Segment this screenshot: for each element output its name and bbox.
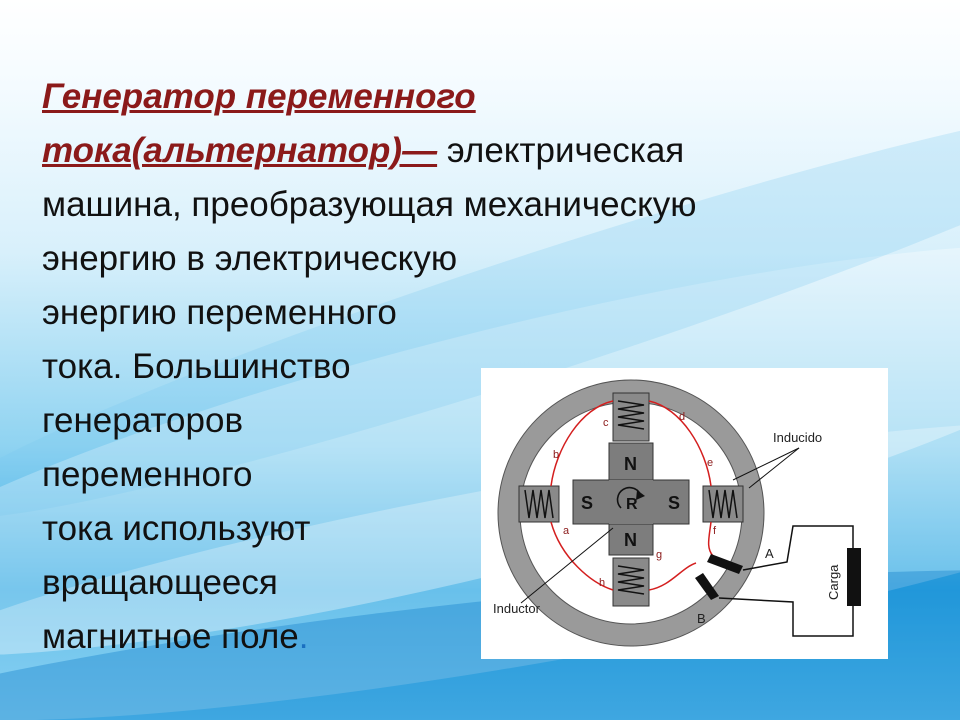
inductor-label: Inductor xyxy=(493,601,540,616)
pole-n-top: N xyxy=(624,454,637,474)
terminal-b-label: B xyxy=(697,611,706,626)
coil-label-g: g xyxy=(656,549,663,561)
load-label: Carga xyxy=(826,564,841,600)
text-line: тока используют xyxy=(42,509,311,548)
text-line: генераторов xyxy=(42,401,244,440)
terminal-a-label: A xyxy=(765,546,774,561)
alternator-diagram xyxy=(481,368,888,659)
text-line: энергию переменного xyxy=(42,293,397,332)
circuit-wire xyxy=(719,598,853,636)
definition-text: электрическая xyxy=(437,131,685,170)
coil-label-h: h xyxy=(599,577,606,589)
text-line: энергию в электрическую xyxy=(42,239,458,278)
winding-wire xyxy=(649,563,696,590)
text-line: машина, преобразующая механическую xyxy=(42,185,697,224)
text-line: переменного xyxy=(42,455,253,494)
term-heading: тока(альтернатор)— xyxy=(42,131,438,170)
inductor-pointer xyxy=(521,528,613,603)
coil-label-c: c xyxy=(603,417,609,429)
coil-label-e: e xyxy=(707,457,714,469)
coil-label-f: f xyxy=(713,525,717,537)
inducido-label: Inducido xyxy=(773,430,823,445)
text-line xyxy=(42,70,872,124)
coil-label-a: a xyxy=(563,525,570,537)
pole-n-bottom: N xyxy=(624,530,637,550)
text-line-content: магнитное поле xyxy=(42,617,299,656)
rotor-label: R xyxy=(626,496,638,513)
final-period: . xyxy=(298,617,309,656)
term-heading: Генератор переменного xyxy=(42,77,476,116)
alternator-diagram-svg xyxy=(481,368,888,659)
pole-s-right: S xyxy=(668,493,681,513)
text-line: вращающееся xyxy=(42,563,278,602)
coil-label-b: b xyxy=(553,449,560,461)
text-line xyxy=(42,124,872,178)
load-resistor xyxy=(847,548,861,606)
pole-s-left: S xyxy=(581,493,594,513)
text-line: тока. Большинство xyxy=(42,347,351,386)
coil-label-d: d xyxy=(679,411,686,423)
